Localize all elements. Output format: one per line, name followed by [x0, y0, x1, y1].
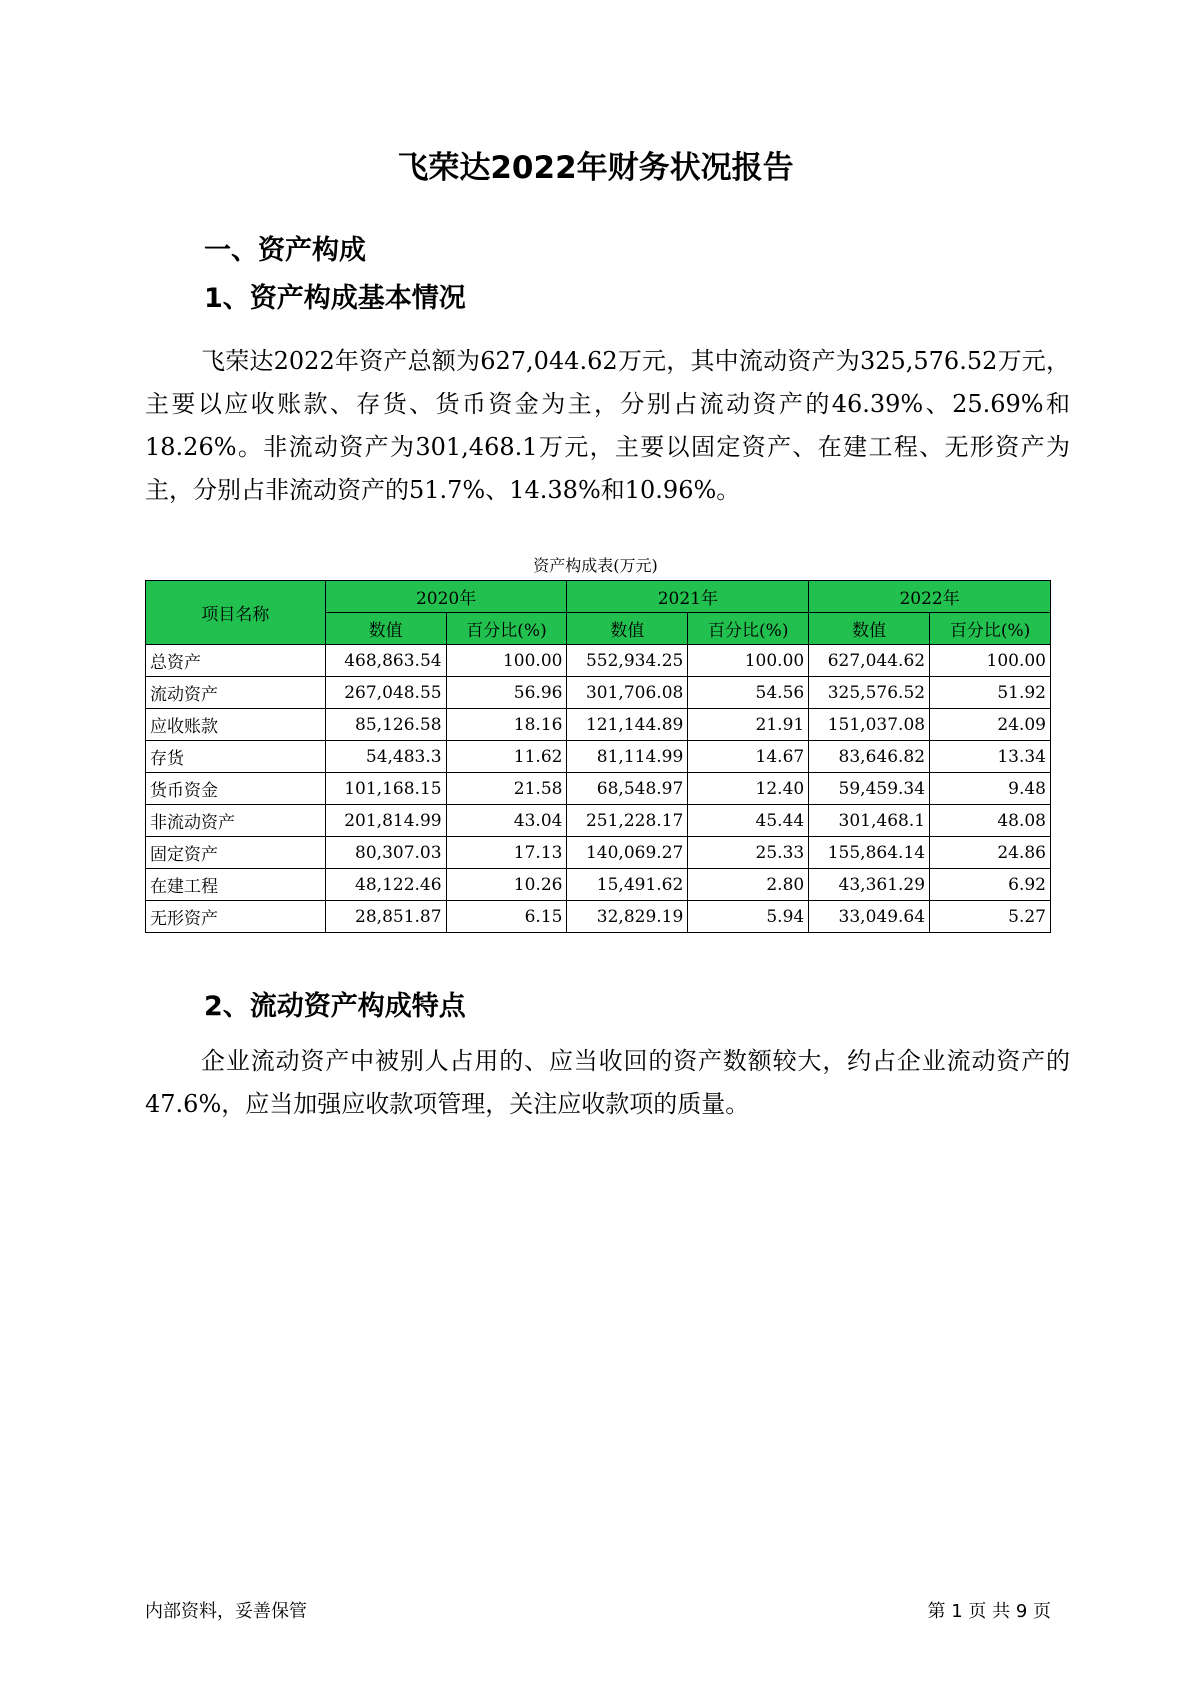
row-name: 流动资产 — [146, 677, 326, 709]
table-row — [146, 805, 1051, 837]
cell-pct: 14.67 — [688, 741, 809, 773]
cell-pct: 54.56 — [688, 677, 809, 709]
table-row — [146, 837, 1051, 869]
cell-value: 301,706.08 — [567, 677, 688, 709]
cell-value: 301,468.1 — [809, 805, 930, 837]
cell-value: 59,459.34 — [809, 773, 930, 805]
cell-pct: 24.09 — [930, 709, 1051, 741]
cell-value: 43,361.29 — [809, 869, 930, 901]
cell-value: 325,576.52 — [809, 677, 930, 709]
table-row — [146, 677, 1051, 709]
cell-value: 151,037.08 — [809, 709, 930, 741]
row-name: 总资产 — [146, 645, 326, 677]
subsection-heading-current-assets: 2、流动资产构成特点 — [204, 991, 466, 1022]
row-name: 存货 — [146, 741, 326, 773]
row-name: 固定资产 — [146, 837, 326, 869]
row-name: 无形资产 — [146, 901, 326, 933]
footer-confidential-note: 内部资料，妥善保管 — [145, 1601, 307, 1622]
header-value: 数值 — [325, 613, 446, 645]
cell-pct: 100.00 — [446, 645, 567, 677]
cell-value: 15,491.62 — [567, 869, 688, 901]
table-caption: 资产构成表(万元) — [533, 556, 658, 575]
row-name: 应收账款 — [146, 709, 326, 741]
cell-pct: 11.62 — [446, 741, 567, 773]
paragraph-current-assets: 企业流动资产中被别人占用的、应当收回的资产数额较大，约占企业流动资产的47.6%，应当加强应收款项管理，关注应收款项的质量。 — [145, 1047, 1070, 1118]
cell-value: 627,044.62 — [809, 645, 930, 677]
cell-value: 28,851.87 — [325, 901, 446, 933]
table-row — [146, 741, 1051, 773]
document-title: 飞荣达2022年财务状况报告 — [397, 150, 794, 186]
cell-pct: 10.26 — [446, 869, 567, 901]
footer-page-number: 第 1 页 共 9 页 — [927, 1601, 1051, 1622]
cell-pct: 45.44 — [688, 805, 809, 837]
cell-pct: 5.94 — [688, 901, 809, 933]
header-pct: 百分比(%) — [688, 613, 809, 645]
cell-value: 81,114.99 — [567, 741, 688, 773]
header-item-name: 项目名称 — [146, 581, 326, 645]
cell-value: 101,168.15 — [325, 773, 446, 805]
header-pct: 百分比(%) — [930, 613, 1051, 645]
cell-value: 140,069.27 — [567, 837, 688, 869]
cell-pct: 56.96 — [446, 677, 567, 709]
cell-value: 121,144.89 — [567, 709, 688, 741]
header-year-2022: 2022年 — [809, 581, 1051, 613]
cell-value: 468,863.54 — [325, 645, 446, 677]
cell-pct: 24.86 — [930, 837, 1051, 869]
header-value: 数值 — [809, 613, 930, 645]
header-value: 数值 — [567, 613, 688, 645]
table-row — [146, 709, 1051, 741]
cell-value: 32,829.19 — [567, 901, 688, 933]
header-year-2021: 2021年 — [567, 581, 809, 613]
cell-value: 85,126.58 — [325, 709, 446, 741]
cell-value: 552,934.25 — [567, 645, 688, 677]
header-year-2020: 2020年 — [325, 581, 567, 613]
row-name: 在建工程 — [146, 869, 326, 901]
cell-pct: 13.34 — [930, 741, 1051, 773]
asset-composition-table — [145, 580, 1051, 933]
cell-pct: 17.13 — [446, 837, 567, 869]
header-pct: 百分比(%) — [446, 613, 567, 645]
cell-pct: 25.33 — [688, 837, 809, 869]
cell-value: 155,864.14 — [809, 837, 930, 869]
cell-pct: 2.80 — [688, 869, 809, 901]
cell-pct: 100.00 — [688, 645, 809, 677]
cell-value: 251,228.17 — [567, 805, 688, 837]
cell-pct: 18.16 — [446, 709, 567, 741]
table-row — [146, 773, 1051, 805]
cell-pct: 6.15 — [446, 901, 567, 933]
cell-value: 54,483.3 — [325, 741, 446, 773]
table-row — [146, 901, 1051, 933]
cell-pct: 100.00 — [930, 645, 1051, 677]
section-heading-asset-composition: 一、资产构成 — [204, 235, 366, 266]
cell-pct: 48.08 — [930, 805, 1051, 837]
row-name: 货币资金 — [146, 773, 326, 805]
table-row — [146, 645, 1051, 677]
cell-pct: 12.40 — [688, 773, 809, 805]
cell-value: 267,048.55 — [325, 677, 446, 709]
cell-pct: 9.48 — [930, 773, 1051, 805]
cell-pct: 5.27 — [930, 901, 1051, 933]
cell-value: 48,122.46 — [325, 869, 446, 901]
cell-pct: 6.92 — [930, 869, 1051, 901]
paragraph-asset-summary: 飞荣达2022年资产总额为627,044.62万元，其中流动资产为325,576.52万元，主要以应收账款、存货、货币资金为主，分别占流动资产的46.39%、25.69%和18.26%。非流动资产为301,468.1万元，主要以固定资产、在建工程、无形资产为主，分别占非流动资产的51.7%、14.38%和10.96%。 — [145, 347, 1070, 504]
cell-pct: 21.58 — [446, 773, 567, 805]
cell-value: 68,548.97 — [567, 773, 688, 805]
cell-pct: 21.91 — [688, 709, 809, 741]
cell-value: 201,814.99 — [325, 805, 446, 837]
cell-value: 80,307.03 — [325, 837, 446, 869]
table-row — [146, 869, 1051, 901]
cell-value: 33,049.64 — [809, 901, 930, 933]
cell-value: 83,646.82 — [809, 741, 930, 773]
cell-pct: 43.04 — [446, 805, 567, 837]
row-name: 非流动资产 — [146, 805, 326, 837]
cell-pct: 51.92 — [930, 677, 1051, 709]
subsection-heading-basic: 1、资产构成基本情况 — [204, 283, 466, 314]
